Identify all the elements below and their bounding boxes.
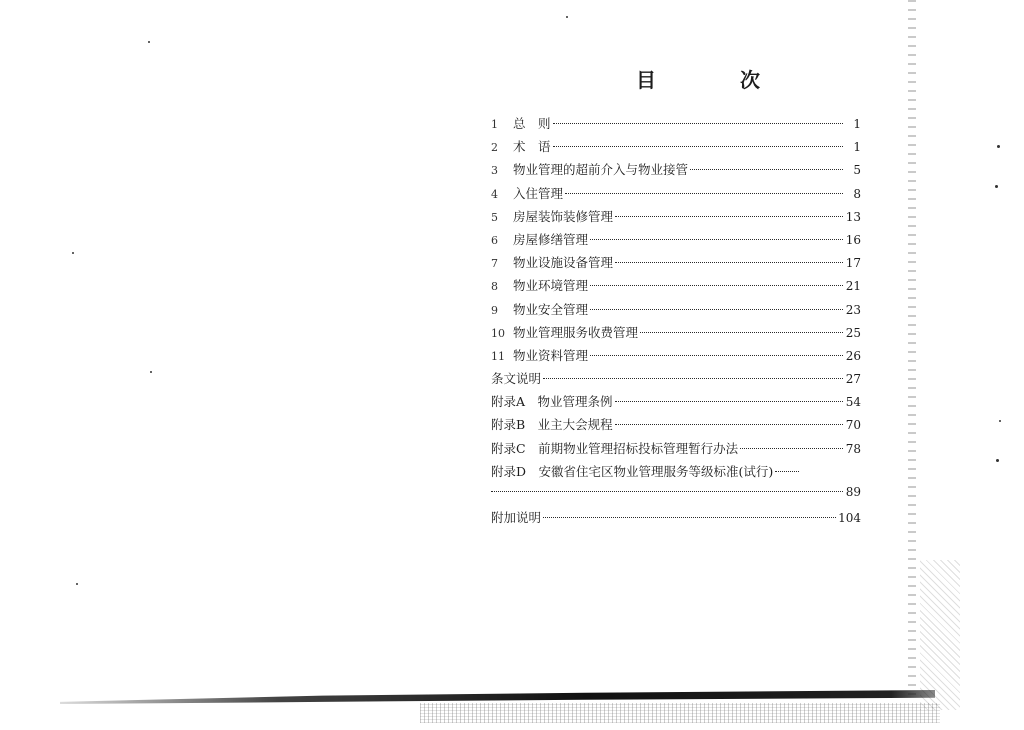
toc-entry-page: 89 (845, 485, 861, 499)
toc-entry-label: 附录C 前期物业管理招标投标管理暂行办法 (491, 440, 739, 456)
toc-entry-page: 26 (845, 348, 861, 363)
toc-entry (491, 508, 861, 531)
toc-entry (491, 253, 861, 276)
toc-entry (491, 415, 861, 438)
toc-entry (491, 276, 861, 299)
toc-entry-label: 入住管理 (513, 185, 564, 201)
dot-leader (615, 401, 843, 402)
toc-entry-page: 21 (845, 279, 861, 294)
toc-entry-number: 8 (491, 280, 498, 294)
toc-entry (491, 462, 861, 485)
scan-noise-right (920, 560, 960, 710)
toc-entry (491, 323, 861, 346)
toc-entry-number: 11 (491, 349, 505, 363)
toc-entry-continuation (491, 485, 861, 508)
scan-speck (995, 185, 998, 188)
toc-entry-page: 25 (845, 325, 861, 340)
toc-entry-label: 物业环境管理 (513, 278, 589, 294)
toc-entry (491, 392, 861, 415)
dot-leader (590, 355, 843, 356)
toc-entry-page: 1 (853, 117, 861, 131)
toc-entry-number: 7 (491, 257, 498, 271)
scan-speck (148, 41, 150, 43)
toc-entry-label: 房屋修缮管理 (513, 231, 589, 247)
toc-entry-page: 104 (838, 511, 861, 526)
toc-entry-page: 16 (845, 232, 861, 247)
dot-leader (615, 262, 843, 263)
scan-speck (999, 420, 1001, 422)
toc-entry-label: 术 语 (513, 139, 551, 155)
toc-entry (491, 160, 861, 183)
toc-entry (491, 184, 861, 207)
dot-leader (740, 448, 843, 449)
toc-entry-label: 物业管理的超前介入与物业接管 (513, 162, 689, 178)
toc-entry-label: 房屋装饰装修管理 (513, 208, 614, 224)
toc-entry (491, 346, 861, 369)
toc-entry-page: 5 (853, 163, 861, 178)
dot-leader (553, 123, 843, 124)
toc-entry-number: 6 (491, 233, 498, 247)
toc-entry-label: 条文说明 (491, 371, 542, 387)
scan-speck (150, 371, 152, 373)
dot-leader (543, 517, 836, 518)
toc-entry-page: 13 (845, 209, 861, 224)
toc-entry (491, 230, 861, 253)
toc-entry-page: 70 (845, 418, 861, 433)
toc-entry (491, 300, 861, 323)
toc-entry (491, 114, 861, 137)
dot-leader (640, 332, 843, 333)
toc-entry (491, 137, 861, 160)
toc-entry-number: 9 (491, 303, 498, 317)
scan-edge-right (908, 0, 916, 700)
dot-leader (590, 285, 843, 286)
toc-entry-label: 物业设施设备管理 (513, 255, 614, 271)
dot-leader (543, 378, 843, 379)
toc-entry-number: 10 (491, 326, 505, 340)
toc-entry-label: 附录A 物业管理条例 (491, 394, 613, 410)
toc-entry-label: 物业资料管理 (513, 347, 589, 363)
dot-leader (590, 309, 843, 310)
toc-entry-page: 27 (845, 372, 861, 387)
dot-leader (590, 239, 843, 240)
dot-leader (491, 491, 843, 492)
toc-entry-number: 4 (491, 187, 498, 201)
dot-leader (565, 193, 843, 194)
toc-entry-label: 物业管理服务收费管理 (513, 324, 639, 340)
dot-leader (615, 216, 843, 217)
scan-edge-bottom (60, 690, 935, 704)
scan-noise-bottom (420, 703, 940, 723)
toc-title: 目 次 (636, 68, 792, 92)
toc-list (491, 114, 861, 531)
toc-entry-label: 总 则 (513, 116, 551, 131)
dot-leader (553, 146, 843, 147)
toc-entry (491, 207, 861, 230)
toc-entry-page: 23 (845, 302, 861, 317)
toc-entry-page: 78 (845, 441, 861, 456)
scan-speck (997, 145, 1000, 148)
toc-entry-number: 2 (491, 141, 498, 155)
toc-entry-page: 17 (845, 256, 861, 271)
scan-speck (72, 252, 74, 254)
toc-entry-page: 1 (853, 140, 861, 155)
dot-leader (615, 424, 843, 425)
toc-entry-number: 3 (491, 164, 498, 178)
toc-entry-label: 附录B 业主大会规程 (491, 417, 613, 433)
toc-entry (491, 439, 861, 462)
dot-leader (690, 169, 843, 170)
toc-entry-label: 附加说明 (491, 510, 542, 526)
dot-leader (775, 471, 799, 472)
toc-entry-number: 1 (491, 118, 498, 131)
toc-entry (491, 369, 861, 392)
toc-entry-number: 5 (491, 210, 498, 224)
toc-entry-label: 附录D 安徽省住宅区物业管理服务等级标准(试行) (491, 463, 774, 479)
scan-speck (566, 16, 568, 18)
scan-speck (996, 459, 999, 462)
toc-entry-label: 物业安全管理 (513, 301, 589, 317)
toc-entry-page: 54 (845, 395, 861, 410)
toc-entry-page: 8 (853, 186, 861, 201)
scan-speck (76, 583, 78, 585)
